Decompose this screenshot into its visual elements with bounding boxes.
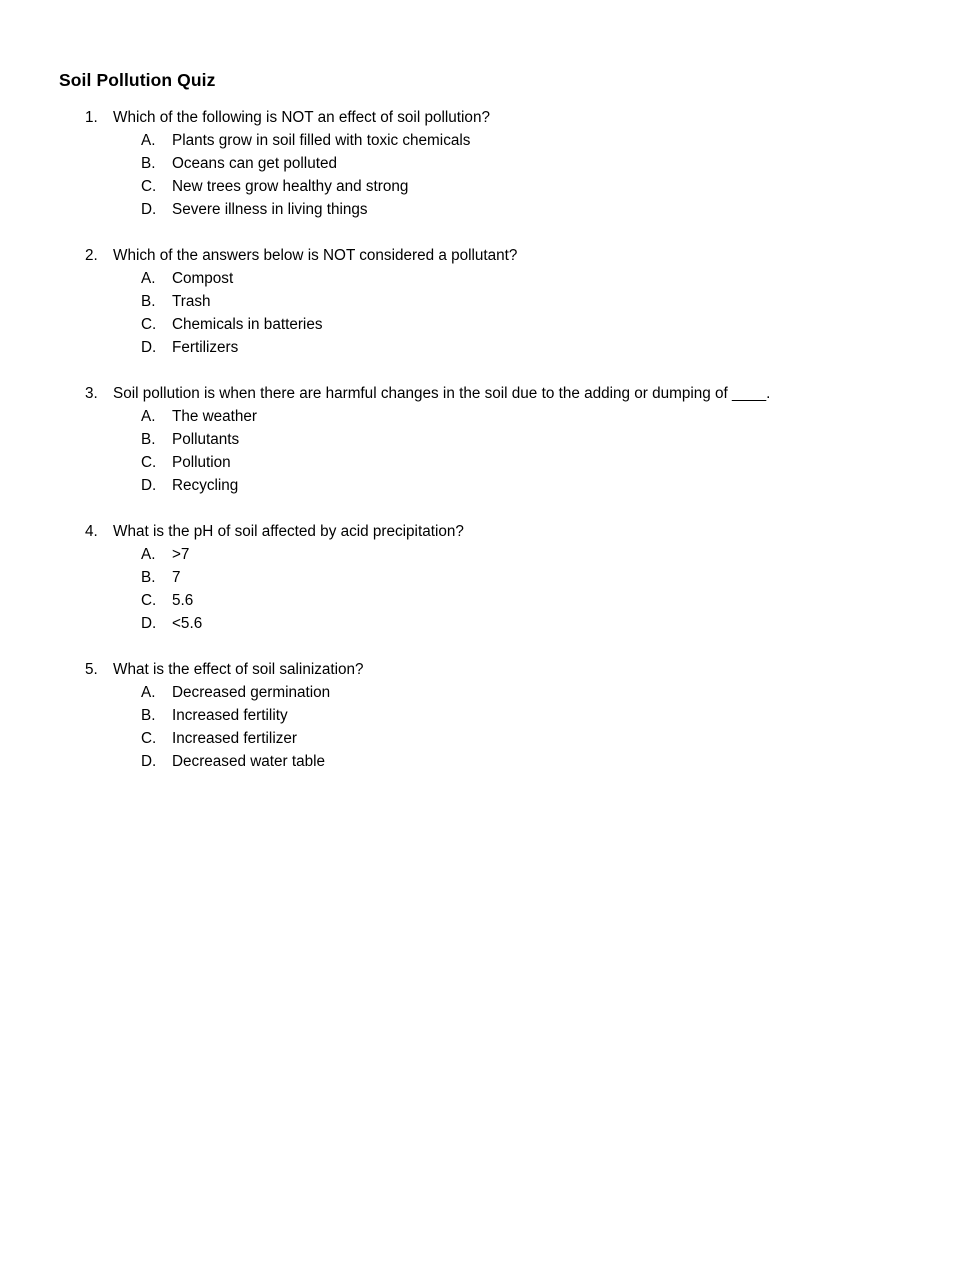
question-block <box>0 658 979 773</box>
option-text: Compost <box>172 270 234 287</box>
option-letter: D. <box>141 753 157 770</box>
option-letter: C. <box>141 454 157 471</box>
option-letter: C. <box>141 730 157 747</box>
question-row <box>0 244 979 267</box>
option-letter: C. <box>141 316 157 333</box>
option-list <box>0 267 979 359</box>
option-text: 7 <box>172 569 181 586</box>
option-text: <5.6 <box>172 615 203 632</box>
option-text: 5.6 <box>172 592 194 609</box>
option-text: Oceans can get polluted <box>172 155 337 172</box>
option-letter: A. <box>141 408 156 425</box>
answer-option[interactable] <box>0 405 979 428</box>
option-list <box>0 543 979 635</box>
quiz-question-list <box>0 106 979 796</box>
question-block <box>0 244 979 359</box>
question-row <box>0 520 979 543</box>
option-letter: A. <box>141 546 156 563</box>
option-letter: B. <box>141 431 156 448</box>
answer-option[interactable] <box>0 543 979 566</box>
option-text: Decreased germination <box>172 684 331 701</box>
question-row <box>0 382 979 405</box>
option-text: Plants grow in soil filled with toxic chemicals <box>172 132 471 149</box>
option-letter: D. <box>141 477 157 494</box>
option-letter: A. <box>141 132 156 149</box>
question-block <box>0 520 979 635</box>
answer-option[interactable] <box>0 313 979 336</box>
answer-option[interactable] <box>0 589 979 612</box>
answer-option[interactable] <box>0 474 979 497</box>
answer-option[interactable] <box>0 727 979 750</box>
answer-option[interactable] <box>0 198 979 221</box>
question-text: Which of the following is NOT an effect of soil pollution? <box>113 109 490 126</box>
option-text: Recycling <box>172 477 239 494</box>
answer-option[interactable] <box>0 336 979 359</box>
page-title: Soil Pollution Quiz <box>59 69 216 90</box>
answer-option[interactable] <box>0 267 979 290</box>
answer-option[interactable] <box>0 290 979 313</box>
option-letter: D. <box>141 615 157 632</box>
answer-option[interactable] <box>0 566 979 589</box>
option-letter: A. <box>141 684 156 701</box>
option-letter: A. <box>141 270 156 287</box>
question-text: What is the effect of soil salinization? <box>113 661 364 678</box>
question-text: Soil pollution is when there are harmful changes in the soil due to the adding or dumping of ____. <box>113 385 771 402</box>
option-letter: C. <box>141 592 157 609</box>
answer-option[interactable] <box>0 704 979 727</box>
option-text: Increased fertility <box>172 707 288 724</box>
question-block <box>0 382 979 497</box>
option-text: Severe illness in living things <box>172 201 368 218</box>
option-letter: B. <box>141 569 156 586</box>
answer-option[interactable] <box>0 451 979 474</box>
answer-option[interactable] <box>0 129 979 152</box>
option-text: Trash <box>172 293 211 310</box>
answer-option[interactable] <box>0 175 979 198</box>
question-row <box>0 106 979 129</box>
option-letter: B. <box>141 155 156 172</box>
question-number: 5. <box>85 661 98 678</box>
option-text: New trees grow healthy and strong <box>172 178 409 195</box>
option-letter: D. <box>141 339 157 356</box>
option-list <box>0 681 979 773</box>
option-text: The weather <box>172 408 258 425</box>
answer-option[interactable] <box>0 612 979 635</box>
question-text: What is the pH of soil affected by acid precipitation? <box>113 523 464 540</box>
answer-option[interactable] <box>0 152 979 175</box>
option-text: Increased fertilizer <box>172 730 297 747</box>
option-letter: C. <box>141 178 157 195</box>
question-block <box>0 106 979 221</box>
answer-option[interactable] <box>0 750 979 773</box>
question-row <box>0 658 979 681</box>
option-text: Pollutants <box>172 431 240 448</box>
question-number: 1. <box>85 109 98 126</box>
option-text: Decreased water table <box>172 753 326 770</box>
question-number: 4. <box>85 523 98 540</box>
option-text: Chemicals in batteries <box>172 316 323 333</box>
question-number: 3. <box>85 385 98 402</box>
option-text: Fertilizers <box>172 339 239 356</box>
option-text: Pollution <box>172 454 231 471</box>
answer-option[interactable] <box>0 681 979 704</box>
question-number: 2. <box>85 247 98 264</box>
answer-option[interactable] <box>0 428 979 451</box>
option-text: >7 <box>172 546 190 563</box>
question-text: Which of the answers below is NOT considered a pollutant? <box>113 247 518 264</box>
option-list <box>0 129 979 221</box>
option-letter: B. <box>141 293 156 310</box>
option-list <box>0 405 979 497</box>
option-letter: B. <box>141 707 156 724</box>
option-letter: D. <box>141 201 157 218</box>
